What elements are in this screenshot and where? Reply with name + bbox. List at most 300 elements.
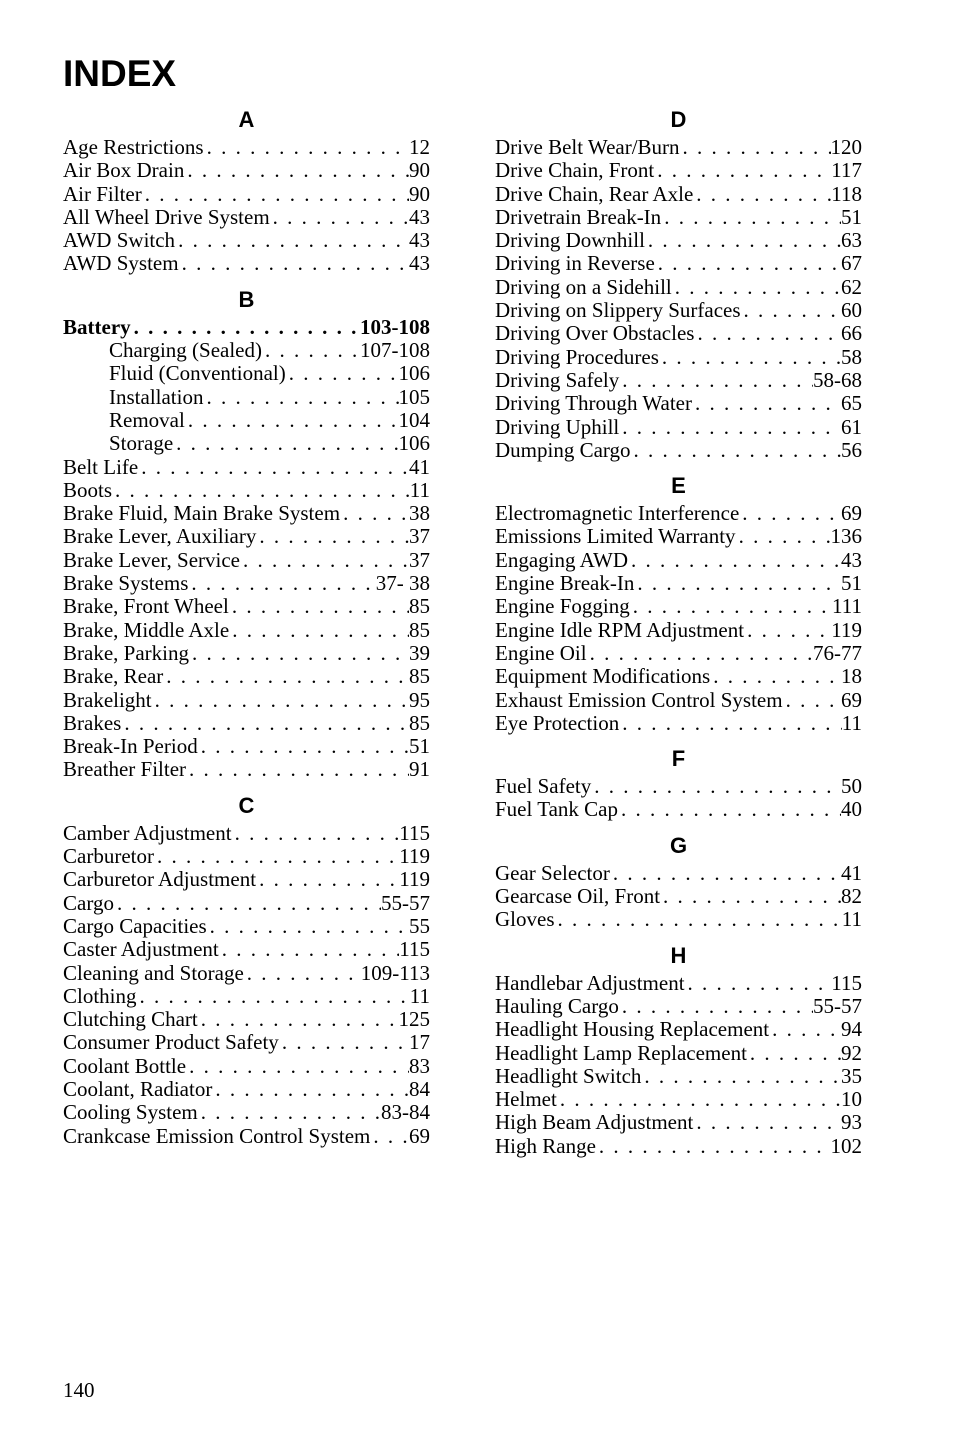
entry-label: Emissions Limited Warranty — [495, 525, 736, 549]
entry-page: 118 — [831, 182, 862, 206]
entry-page: 104 — [398, 408, 430, 432]
dot-leader — [619, 369, 813, 392]
entry-label: Air Box Drain — [63, 159, 185, 183]
index-section — [495, 832, 862, 932]
entry-page: 103-108 — [360, 315, 430, 339]
entry-label: Brakes — [63, 711, 122, 735]
entry-page: 90 — [409, 159, 430, 183]
index-entry — [495, 1088, 862, 1111]
dot-leader — [229, 619, 409, 642]
dot-leader — [692, 392, 841, 415]
entry-page: 12 — [409, 136, 430, 159]
index-section — [495, 942, 862, 1158]
dot-leader — [175, 229, 409, 252]
dot-leader — [185, 409, 399, 432]
index-entry — [495, 775, 862, 798]
entry-page: 111 — [832, 595, 862, 619]
dot-leader — [186, 758, 409, 781]
dot-leader — [244, 962, 361, 985]
index-section — [495, 472, 862, 735]
entry-label: Driving Over Obstacles — [495, 322, 695, 346]
dot-leader — [121, 712, 409, 735]
dot-leader — [198, 1101, 381, 1124]
dot-leader — [114, 892, 381, 915]
entry-page: 40 — [841, 798, 862, 822]
index-entry — [63, 689, 430, 712]
entry-page: 61 — [841, 415, 862, 439]
entry-page: 76-77 — [813, 641, 862, 665]
entry-label: Gloves — [495, 908, 555, 932]
entry-label: Engine Idle RPM Adjustment — [495, 618, 745, 642]
entry-page: 69 — [841, 502, 862, 526]
dot-leader — [198, 1008, 399, 1031]
entry-page: 39 — [409, 641, 430, 665]
dot-leader — [370, 1125, 409, 1148]
entry-label: Headlight Lamp Replacement — [495, 1041, 747, 1065]
section-letter: G — [669, 832, 688, 858]
index-entry — [495, 798, 862, 821]
entry-label: Exhaust Emission Control System — [495, 688, 783, 712]
entry-label: Battery — [63, 315, 131, 339]
index-entry — [63, 892, 430, 915]
index-entry — [63, 822, 430, 845]
dot-leader — [152, 689, 409, 712]
entry-page: 93 — [841, 1111, 862, 1135]
entry-label: Cleaning and Storage — [63, 961, 244, 985]
index-subentry — [63, 386, 430, 409]
entry-page: 60 — [841, 299, 862, 323]
index-entry — [495, 1065, 862, 1088]
index-entry — [63, 1078, 430, 1101]
entry-label: Handlebar Adjustment — [495, 971, 685, 995]
entry-label: Driving Uphill — [495, 415, 620, 439]
entry-page: 115 — [399, 821, 430, 845]
entry-page: 83 — [409, 1054, 430, 1078]
dot-leader — [747, 1042, 841, 1065]
dot-leader — [188, 572, 375, 595]
entry-label: Dumping Cargo — [495, 438, 631, 462]
entry-page: 43 — [409, 229, 430, 253]
index-entry — [63, 479, 430, 502]
entry-label: Coolant Bottle — [63, 1054, 187, 1078]
entry-page: 43 — [409, 205, 430, 229]
index-entry — [495, 862, 862, 885]
entry-label: Clothing — [63, 984, 137, 1008]
dot-leader — [203, 386, 398, 409]
entry-page: 92 — [841, 1041, 862, 1065]
dot-leader — [229, 595, 409, 618]
dot-leader — [112, 479, 410, 502]
entry-page: 106 — [398, 432, 430, 456]
entry-page: 82 — [841, 885, 862, 909]
dot-leader — [591, 775, 841, 798]
entry-label: Cooling System — [63, 1101, 198, 1125]
dot-leader — [694, 322, 841, 345]
index-entry — [63, 938, 430, 961]
dot-leader — [619, 995, 813, 1018]
dot-leader — [685, 972, 832, 995]
index-entry — [495, 299, 862, 322]
entry-label: Brake Lever, Service — [63, 548, 240, 572]
entry-label: Eye Protection — [495, 711, 620, 735]
entry-label: Brake Systems — [63, 572, 189, 596]
dot-leader — [610, 862, 841, 885]
index-entry — [495, 502, 862, 525]
entry-label: All Wheel Drive System — [63, 205, 270, 229]
dot-leader — [693, 1111, 841, 1134]
dot-leader — [207, 915, 409, 938]
entry-page: 119 — [399, 868, 430, 892]
index-entry — [495, 159, 862, 182]
entry-page: 51 — [841, 205, 862, 229]
entry-label: Clutching Chart — [63, 1008, 198, 1032]
entry-page: 11 — [409, 984, 430, 1008]
index-entry — [495, 885, 862, 908]
index-entry — [495, 665, 862, 688]
entry-page: 51 — [409, 735, 430, 759]
dot-leader — [660, 885, 841, 908]
index-entry — [63, 206, 430, 229]
index-subentry — [63, 409, 430, 432]
dot-leader — [619, 416, 841, 439]
entry-label: Driving Downhill — [495, 229, 645, 253]
index-entry — [63, 1101, 430, 1124]
entry-page: 65 — [841, 392, 862, 416]
entry-page: 10 — [841, 1088, 862, 1112]
section-letter: H — [670, 942, 687, 968]
entry-label: Brake, Rear — [63, 665, 164, 689]
section-letter: F — [671, 746, 686, 772]
dot-leader — [286, 362, 399, 385]
index-entry — [63, 549, 430, 572]
entry-page: 136 — [830, 525, 862, 549]
dot-leader — [659, 346, 841, 369]
entry-label: Boots — [63, 478, 113, 502]
entry-label: Gearcase Oil, Front — [495, 885, 661, 909]
index-entry — [495, 392, 862, 415]
entry-label: Fuel Safety — [495, 775, 592, 799]
index-section — [495, 106, 862, 462]
dot-leader — [736, 525, 831, 548]
entry-page: 83-84 — [381, 1101, 430, 1125]
entry-page: 11 — [841, 711, 862, 735]
page-number: 140 — [63, 1378, 95, 1402]
entry-page: 37- 38 — [375, 572, 430, 596]
entry-page: 115 — [399, 938, 430, 962]
index-entry — [495, 908, 862, 931]
index-entry — [495, 549, 862, 572]
section-letter: C — [238, 792, 255, 818]
index-entry — [495, 1018, 862, 1041]
dot-leader — [619, 712, 842, 735]
index-entry — [63, 1031, 430, 1054]
entry-page: 41 — [841, 861, 862, 885]
entry-label: Storage — [109, 432, 174, 456]
dot-leader — [262, 339, 360, 362]
index-section — [63, 286, 430, 782]
dot-leader — [340, 502, 409, 525]
entry-page: 11 — [841, 908, 862, 932]
index-entry — [63, 159, 430, 182]
index-entry — [495, 252, 862, 275]
index-entry — [63, 985, 430, 1008]
section-letter: B — [238, 286, 255, 312]
entry-page: 50 — [841, 775, 862, 799]
index-subentry — [63, 362, 430, 385]
entry-page: 102 — [830, 1134, 862, 1158]
dot-leader — [630, 595, 832, 618]
dot-leader — [628, 549, 841, 572]
entry-label: Headlight Housing Replacement — [495, 1018, 770, 1042]
dot-leader — [184, 159, 409, 182]
index-entry — [495, 136, 862, 159]
index-entry — [63, 845, 430, 868]
index-entry — [495, 322, 862, 345]
dot-leader — [163, 665, 409, 688]
entry-label: Driving Safely — [495, 368, 620, 392]
entry-page: 90 — [409, 182, 430, 206]
entry-label: Brake, Middle Axle — [63, 618, 230, 642]
entry-page: 115 — [831, 971, 862, 995]
entry-page: 58 — [841, 345, 862, 369]
entry-label: Drivetrain Break-In — [495, 205, 662, 229]
entry-page: 51 — [841, 572, 862, 596]
entry-label: Cargo — [63, 891, 114, 915]
entry-label: Carburetor — [63, 845, 154, 869]
index-entry — [495, 346, 862, 369]
dot-leader — [783, 689, 841, 712]
index-entry — [495, 995, 862, 1018]
index-entry — [63, 316, 430, 339]
entry-label: Engine Fogging — [495, 595, 630, 619]
entry-label: Driving on Slippery Surfaces — [495, 299, 741, 323]
dot-leader — [256, 868, 399, 891]
entry-page: 85 — [409, 618, 430, 642]
entry-label: Driving Through Water — [495, 392, 692, 416]
index-entry — [495, 229, 862, 252]
entry-page: 85 — [409, 665, 430, 689]
entry-page: 55 — [409, 914, 430, 938]
index-entry — [495, 1042, 862, 1065]
dot-leader — [769, 1018, 841, 1041]
entry-page: 105 — [398, 385, 430, 409]
entry-label: High Range — [495, 1134, 596, 1158]
index-entry — [495, 525, 862, 548]
dot-leader — [189, 642, 409, 665]
entry-label: Coolant, Radiator — [63, 1077, 213, 1101]
entry-label: High Beam Adjustment — [495, 1111, 694, 1135]
index-entry — [63, 758, 430, 781]
entry-label: Driving in Reverse — [495, 252, 655, 276]
entry-label: Headlight Switch — [495, 1064, 642, 1088]
index-entry — [495, 416, 862, 439]
dot-leader — [741, 299, 841, 322]
index-entry — [63, 252, 430, 275]
entry-label: Installation — [109, 385, 204, 409]
index-entry — [63, 1055, 430, 1078]
entry-page: 37 — [409, 548, 430, 572]
entry-label: Brake, Parking — [63, 641, 189, 665]
index-entry — [495, 1135, 862, 1158]
entry-page: 58-68 — [813, 368, 862, 392]
entry-label: Engine Break-In — [495, 572, 635, 596]
index-subentry — [63, 339, 430, 362]
dot-leader — [173, 432, 398, 455]
entry-label: Break-In Period — [63, 735, 198, 759]
entry-page: 62 — [841, 275, 862, 299]
entry-page: 63 — [841, 229, 862, 253]
entry-label: Drive Chain, Rear Axle — [495, 182, 694, 206]
entry-label: Consumer Product Safety — [63, 1031, 279, 1055]
dot-leader — [661, 206, 841, 229]
entry-label: Air Filter — [63, 182, 142, 206]
dot-leader — [154, 845, 399, 868]
entry-label: Driving on a Sidehill — [495, 275, 672, 299]
entry-page: 69 — [409, 1124, 430, 1148]
entry-label: Charging (Sealed) — [109, 339, 262, 363]
index-entry — [63, 868, 430, 891]
dot-leader — [654, 159, 831, 182]
index-entry — [63, 1008, 430, 1031]
entry-label: Engaging AWD — [495, 548, 629, 572]
entry-page: 66 — [841, 322, 862, 346]
entry-label: Removal — [109, 408, 185, 432]
dot-leader — [204, 136, 409, 159]
index-entry — [63, 229, 430, 252]
page-title: INDEX — [63, 53, 177, 94]
index-entry — [63, 735, 430, 758]
dot-leader — [555, 908, 842, 931]
index-entry — [495, 369, 862, 392]
index-column-left — [63, 106, 430, 1158]
index-entry — [495, 689, 862, 712]
dot-leader — [186, 1055, 409, 1078]
dot-leader — [137, 985, 410, 1008]
dot-leader — [744, 619, 831, 642]
entry-page: 85 — [409, 595, 430, 619]
entry-page: 94 — [841, 1018, 862, 1042]
dot-leader — [655, 252, 841, 275]
index-entry — [63, 525, 430, 548]
dot-leader — [618, 798, 841, 821]
entry-page: 17 — [409, 1031, 430, 1055]
index-entry — [495, 642, 862, 665]
entry-label: Cargo Capacities — [63, 914, 207, 938]
dot-leader — [270, 206, 409, 229]
entry-page: 18 — [841, 665, 862, 689]
entry-page: 56 — [841, 438, 862, 462]
index-entry — [63, 595, 430, 618]
dot-leader — [279, 1031, 409, 1054]
entry-page: 35 — [841, 1064, 862, 1088]
index-entry — [495, 439, 862, 462]
entry-page: 55-57 — [813, 994, 862, 1018]
index-entry — [495, 572, 862, 595]
index-column-right — [495, 106, 862, 1168]
entry-label: Drive Chain, Front — [495, 159, 655, 183]
entry-label: Fluid (Conventional) — [109, 362, 286, 386]
entry-label: Belt Life — [63, 455, 139, 479]
dot-leader — [142, 183, 409, 206]
index-entry — [63, 183, 430, 206]
index-entry — [63, 665, 430, 688]
dot-leader — [739, 502, 841, 525]
dot-leader — [710, 665, 841, 688]
section-letter: D — [670, 107, 687, 132]
dot-leader — [232, 822, 400, 845]
entry-label: Brakelight — [63, 688, 152, 712]
dot-leader — [596, 1135, 831, 1158]
entry-label: Fuel Tank Cap — [495, 798, 618, 822]
dot-leader — [693, 183, 831, 206]
dot-leader — [641, 1065, 841, 1088]
entry-page: 117 — [831, 159, 862, 183]
index-entry — [63, 572, 430, 595]
index-entry — [495, 595, 862, 618]
entry-label: Age Restrictions — [63, 136, 204, 159]
index-entry — [63, 619, 430, 642]
entry-page: 91 — [409, 758, 430, 782]
index-entry — [63, 136, 430, 159]
dot-leader — [138, 456, 409, 479]
index-section — [63, 792, 430, 1148]
index-section — [63, 106, 430, 276]
entry-page: 119 — [399, 845, 430, 869]
entry-label: AWD System — [63, 252, 179, 276]
index-entry — [495, 1111, 862, 1134]
index-entry — [63, 642, 430, 665]
entry-page: 85 — [409, 711, 430, 735]
dot-leader — [557, 1088, 841, 1111]
entry-label: Brake Lever, Auxiliary — [63, 525, 257, 549]
entry-label: Camber Adjustment — [63, 821, 232, 845]
entry-page: 67 — [841, 252, 862, 276]
section-letter: E — [671, 473, 686, 499]
entry-page: 109-113 — [360, 961, 430, 985]
dot-leader — [219, 938, 400, 961]
entry-label: Brake Fluid, Main Brake System — [63, 502, 341, 526]
index-entry — [63, 502, 430, 525]
entry-page: 41 — [409, 455, 430, 479]
index-entry — [495, 619, 862, 642]
entry-page: 119 — [831, 618, 862, 642]
index-section — [495, 745, 862, 822]
entry-page: 38 — [409, 502, 430, 526]
entry-label: Gear Selector — [495, 861, 610, 885]
index-entry — [63, 456, 430, 479]
entry-label: Crankcase Emission Control System — [63, 1124, 371, 1148]
dot-leader — [645, 229, 841, 252]
dot-leader — [634, 572, 841, 595]
entry-page: 69 — [841, 688, 862, 712]
entry-page: 11 — [409, 478, 430, 502]
entry-label: Engine Oil — [495, 641, 587, 665]
index-entry — [495, 183, 862, 206]
entry-page: 95 — [409, 688, 430, 712]
entry-page: 43 — [841, 548, 862, 572]
entry-label: Brake, Front Wheel — [63, 595, 229, 619]
index-entry — [495, 972, 862, 995]
index-subentry — [63, 432, 430, 455]
entry-page: 125 — [398, 1008, 430, 1032]
entry-page: 55-57 — [381, 891, 430, 915]
entry-label: Drive Belt Wear/Burn — [495, 136, 680, 159]
entry-label: Caster Adjustment — [63, 938, 219, 962]
entry-label: Hauling Cargo — [495, 994, 619, 1018]
index-entry — [63, 962, 430, 985]
entry-label: AWD Switch — [63, 229, 176, 253]
dot-leader — [179, 252, 409, 275]
